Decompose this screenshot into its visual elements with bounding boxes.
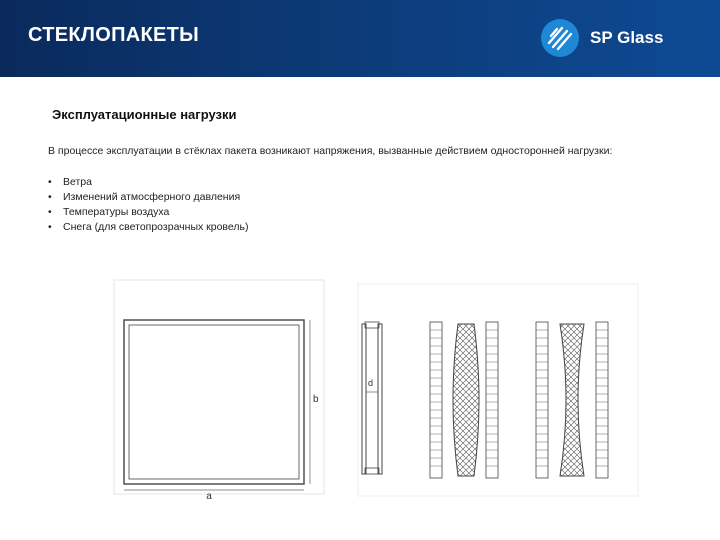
page-title: СТЕКЛОПАКЕТЫ (28, 24, 200, 46)
dimension-b-label: b (313, 394, 319, 405)
list-item: • Изменений атмосферного давления (48, 190, 248, 205)
deflection-outward (430, 322, 498, 478)
header-bar (0, 0, 720, 77)
dimension-a-label: a (206, 491, 212, 502)
dimension-d-label: d (368, 378, 374, 388)
list-item: • Снега (для светопрозрачных кровель) (48, 220, 248, 235)
logo-text: SP Glass (590, 28, 664, 47)
company-logo (540, 18, 663, 58)
list-item: • Ветра (48, 175, 248, 190)
section-title: Эксплуатационные нагрузки (52, 107, 237, 122)
list-item: • Температуры воздуха (48, 205, 248, 220)
load-diagram (112, 278, 642, 503)
sp-glass-logo-icon (540, 18, 580, 58)
deflection-inward (536, 322, 608, 478)
load-list (48, 175, 248, 235)
intro-text: В процессе эксплуатации в стёклах пакета возникают напряжения, вызванные действием односторонней нагрузки: (48, 145, 613, 157)
unit-section-view (362, 322, 382, 474)
unit-front-view (124, 320, 319, 502)
